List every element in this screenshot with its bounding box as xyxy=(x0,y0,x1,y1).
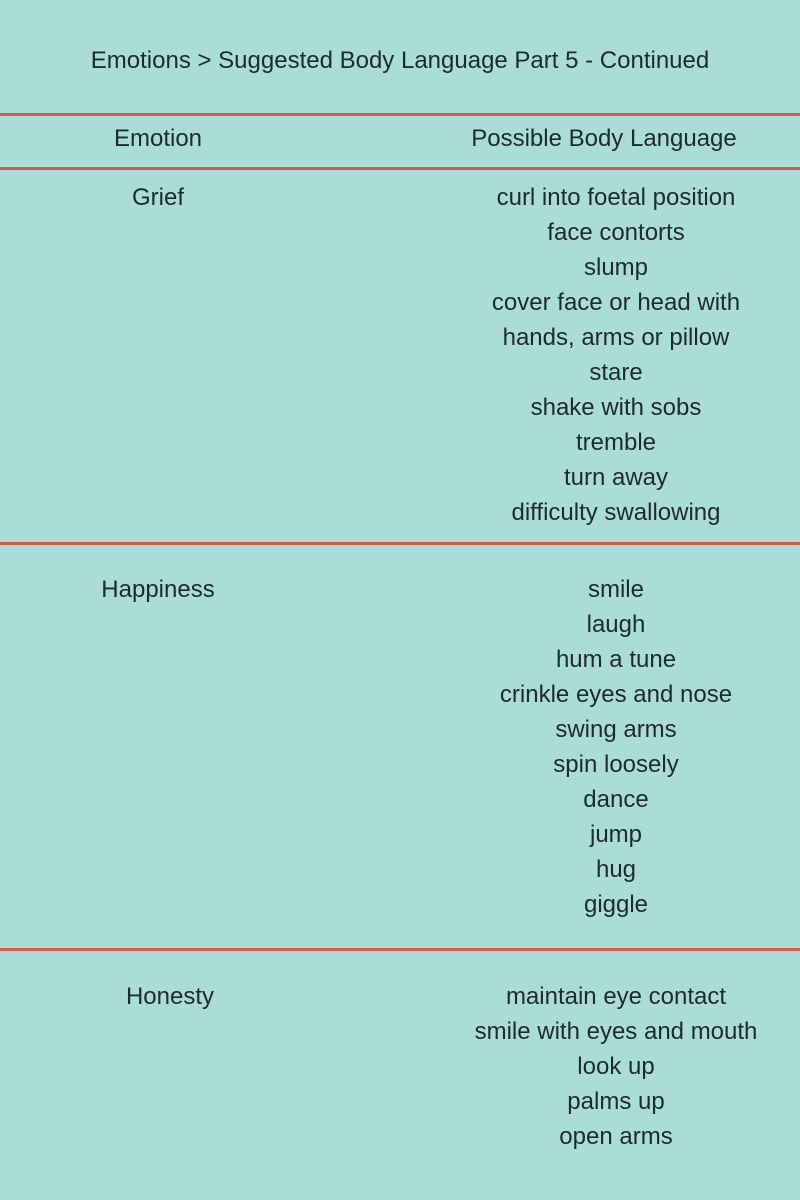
list-item: laugh xyxy=(586,611,646,638)
list-item: maintain eye contact xyxy=(505,983,727,1010)
list-item: smile with eyes and mouth xyxy=(474,1018,758,1045)
list-item: jump xyxy=(589,821,643,848)
list-item: slump xyxy=(583,254,649,281)
list-item: hum a tune xyxy=(555,646,677,673)
header-bottom-divider xyxy=(0,167,800,170)
header-top-divider xyxy=(0,113,800,116)
list-item: turn away xyxy=(563,464,669,491)
list-item: curl into foetal position xyxy=(496,184,736,211)
happiness-behavior-list xyxy=(432,572,800,922)
honesty-behavior-list xyxy=(432,979,800,1154)
column-header-body-language: Possible Body Language xyxy=(471,125,737,152)
list-item: crinkle eyes and nose xyxy=(499,681,733,708)
grief-behavior-list xyxy=(432,180,800,530)
list-item: stare xyxy=(589,359,643,386)
list-item: shake with sobs xyxy=(530,394,702,421)
list-item: tremble xyxy=(575,429,657,456)
list-item: hug xyxy=(595,856,637,883)
list-item: difficulty swallowing xyxy=(511,499,721,526)
list-item: cover face or head with xyxy=(491,289,741,316)
list-item: face contorts xyxy=(547,219,685,246)
list-item: spin loosely xyxy=(553,751,679,778)
emotion-honesty-label: Honesty xyxy=(125,983,215,1010)
list-item: swing arms xyxy=(555,716,677,743)
emotion-grief-label: Grief xyxy=(131,184,184,211)
list-item: giggle xyxy=(583,891,649,918)
column-header-emotion: Emotion xyxy=(113,125,203,152)
emotion-happiness-label: Happiness xyxy=(101,576,215,603)
list-item: open arms xyxy=(559,1123,673,1150)
page-title: Emotions > Suggested Body Language Part 5 - Continued xyxy=(90,47,710,74)
list-item: palms up xyxy=(567,1088,665,1115)
list-item: look up xyxy=(577,1053,655,1080)
list-item: dance xyxy=(583,786,649,813)
row-divider-grief xyxy=(0,542,800,545)
list-item: smile xyxy=(587,576,644,603)
list-item: hands, arms or pillow xyxy=(502,324,730,351)
row-divider-happiness xyxy=(0,948,800,951)
